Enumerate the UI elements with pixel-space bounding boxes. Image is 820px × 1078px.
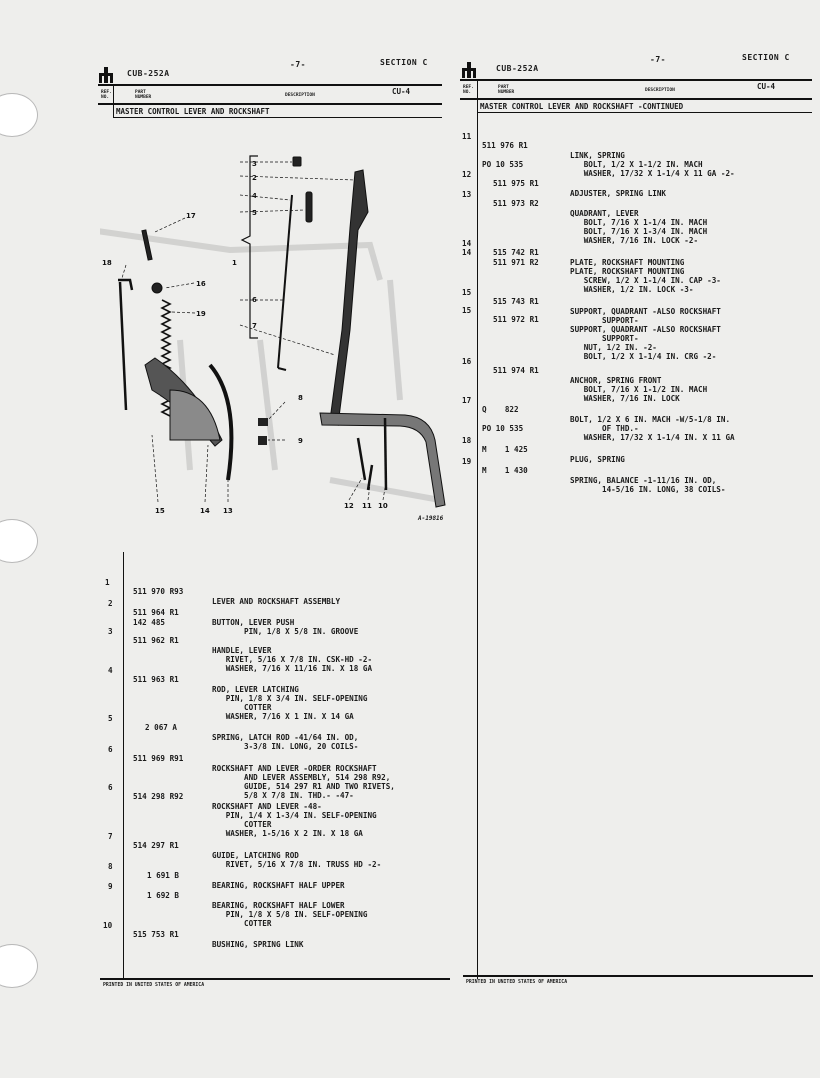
ref-number: 6 bbox=[108, 783, 113, 793]
part-number: 515 753 R1 bbox=[133, 930, 179, 940]
part-description: SUPPORT, QUADRANT -ALSO ROCKSHAFT SUPPORT- NUT, 1/2 IN. -2- BOLT, 1/2 X 1-1/4 IN. CRG -2- bbox=[570, 324, 721, 362]
part-number: 514 298 R92 bbox=[133, 792, 184, 802]
page-number: -7- bbox=[650, 55, 666, 64]
header-rule-bottom bbox=[460, 98, 812, 100]
part-number: Q 822 PO 10 535 bbox=[482, 405, 524, 433]
part-number: 511 963 R1 bbox=[133, 675, 179, 685]
part-description: BUSHING, SPRING LINK bbox=[212, 939, 304, 949]
part-description: HANDLE, LEVER RIVET, 5/16 X 7/8 IN. CSK-HD -2- WASHER, 7/16 X 11/16 IN. X 18 GA bbox=[212, 645, 373, 674]
part-number: 2 067 A bbox=[145, 723, 178, 733]
ref-number: 15 bbox=[462, 306, 472, 316]
callout-10: 10 bbox=[378, 502, 388, 510]
part-description: LINK, SPRING BOLT, 1/2 X 1-1/2 IN. MACH WASHER, 17/32 X 1-1/4 X 11 GA -2- bbox=[570, 150, 735, 179]
ref-number: 4 bbox=[108, 666, 113, 676]
part-description: ANCHOR, SPRING FRONT BOLT, 7/16 X 1-1/2 IN. MACH WASHER, 7/16 IN. LOCK bbox=[570, 375, 708, 404]
callout-9: 9 bbox=[298, 437, 303, 445]
callout-12: 12 bbox=[344, 502, 354, 510]
part-number: 511 970 R93 bbox=[133, 587, 184, 597]
ih-logo-icon bbox=[462, 62, 476, 78]
part-description: SUPPORT, QUADRANT -ALSO ROCKSHAFT SUPPORT- bbox=[570, 306, 721, 325]
part-number: 511 962 R1 bbox=[133, 636, 179, 646]
page-number: -7- bbox=[290, 60, 306, 69]
footer-rule bbox=[100, 978, 450, 980]
callout-7: 7 bbox=[252, 322, 257, 330]
part-number: 511 974 R1 bbox=[493, 366, 539, 376]
part-number: 511 973 R2 bbox=[493, 199, 539, 209]
part-description: BUTTON, LEVER PUSH PIN, 1/8 X 5/8 IN. GROOVE bbox=[212, 617, 359, 636]
part-number: M 1 425 bbox=[482, 445, 528, 455]
part-number: 511 976 R1 PO 10 535 bbox=[482, 141, 528, 169]
callout-2: 2 bbox=[252, 174, 257, 182]
col-part-header: PART NUMBER bbox=[135, 90, 152, 100]
rockshaft bbox=[320, 413, 445, 507]
part-number: M 1 430 bbox=[482, 466, 528, 476]
callout-13: 13 bbox=[223, 507, 233, 515]
callout-18: 18 bbox=[102, 259, 112, 267]
callout-3: 3 bbox=[252, 160, 257, 168]
ref-number: 18 bbox=[462, 436, 472, 446]
part-number: 515 743 R1 bbox=[493, 297, 539, 307]
ref-number: 9 bbox=[108, 882, 113, 892]
col-desc-header: DESCRIPTION bbox=[285, 93, 315, 98]
section-label: SECTION C bbox=[742, 53, 790, 62]
latch-rod bbox=[278, 195, 292, 370]
model-number: CUB-252A bbox=[496, 64, 539, 73]
part-description: BOLT, 1/2 X 6 IN. MACH -W/5-1/8 IN. OF THD.- WASHER, 17/32 X 1-1/4 IN. X 11 GA bbox=[570, 414, 735, 443]
part-number: 514 297 R1 bbox=[133, 841, 179, 851]
ref-number: 1 bbox=[105, 578, 110, 588]
ref-number: 13 bbox=[462, 190, 472, 200]
spring-bolt-18 bbox=[118, 280, 132, 410]
binder-hole-middle bbox=[0, 519, 38, 563]
section-label: SECTION C bbox=[380, 58, 428, 67]
part-description: SPRING, BALANCE -1-11/16 IN. OD, 14-5/16 IN. LONG, 38 COILS- bbox=[570, 475, 726, 494]
callout-6: 6 bbox=[252, 296, 257, 304]
part-description: ROCKSHAFT AND LEVER -48- PIN, 1/4 X 1-3/4 IN. SELF-OPENING COTTER WASHER, 1-5/16 X 2 IN. X 18 GA bbox=[212, 801, 377, 839]
part-number: 511 964 R1 142 485 bbox=[133, 608, 179, 627]
part-number: 515 742 R1 511 971 R2 bbox=[493, 248, 539, 267]
part-column-divider bbox=[123, 552, 124, 978]
ref-number: 17 bbox=[462, 396, 472, 406]
parts-illustration bbox=[100, 140, 450, 525]
part-description: ROCKSHAFT AND LEVER -ORDER ROCKSHAFT AND LEVER ASSEMBLY, 514 298 R92, GUIDE, 514 297 R1 AND TWO RIVETS, 5/8 X 7/8 IN. THD.- -47- bbox=[212, 763, 395, 801]
ref-number: 16 bbox=[462, 357, 472, 367]
part-description: BEARING, ROCKSHAFT HALF LOWER PIN, 1/8 X 5/8 IN. SELF-OPENING COTTER bbox=[212, 900, 368, 929]
ref-column-divider bbox=[477, 81, 478, 979]
title-rule bbox=[478, 112, 812, 113]
part-description: QUADRANT, LEVER BOLT, 7/16 X 1-1/4 IN. MACH BOLT, 7/16 X 1-3/4 IN. MACH WASHER, 7/16 IN. LOCK -2- bbox=[570, 208, 708, 246]
model-number: CUB-252A bbox=[127, 69, 170, 78]
part-description: LEVER AND ROCKSHAFT ASSEMBLY bbox=[212, 596, 341, 606]
ih-logo-icon bbox=[99, 67, 113, 83]
header-rule-top bbox=[460, 79, 812, 81]
printed-in-usa: PRINTED IN UNITED STATES OF AMERICA bbox=[103, 983, 205, 988]
ref-number: 12 bbox=[462, 170, 472, 180]
part-description: PLATE, ROCKSHAFT MOUNTING PLATE, ROCKSHAFT MOUNTING SCREW, 1/2 X 1-1/4 IN. CAP -3- WASHER, 1/2 IN. LOCK -3- bbox=[570, 257, 721, 295]
callout-17: 17 bbox=[186, 212, 196, 220]
ref-number: 14 14 bbox=[462, 239, 472, 258]
group-title: MASTER CONTROL LEVER AND ROCKSHAFT bbox=[116, 107, 270, 116]
ref-number: 3 bbox=[108, 627, 113, 637]
header-rule-top bbox=[98, 84, 442, 86]
callout-15: 15 bbox=[155, 507, 165, 515]
callout-19: 19 bbox=[196, 310, 206, 318]
ref-number: 5 bbox=[108, 714, 113, 724]
ref-column-divider bbox=[113, 86, 114, 118]
col-ref-header: REF. NO. bbox=[463, 85, 474, 95]
part-number: 1 692 B bbox=[147, 891, 180, 901]
part-number: 511 975 R1 bbox=[493, 179, 539, 189]
ref-number: 11 bbox=[462, 132, 472, 142]
col-part-header: PART NUMBER bbox=[498, 85, 515, 95]
header-rule-bottom bbox=[98, 103, 442, 105]
ref-number: 10 bbox=[103, 921, 113, 931]
part-description: ADJUSTER, SPRING LINK bbox=[570, 188, 667, 198]
callout-8: 8 bbox=[298, 394, 303, 402]
part-description: GUIDE, LATCHING ROD RIVET, 5/16 X 7/8 IN. TRUSS HD -2- bbox=[212, 850, 382, 869]
bearings bbox=[258, 418, 268, 445]
catalog-code: CU-4 bbox=[392, 87, 411, 96]
ref-number: 7 bbox=[108, 832, 113, 842]
ref-number: 8 bbox=[108, 862, 113, 872]
part-description: SPRING, LATCH ROD -41/64 IN. OD, 3-3/8 IN. LONG, 20 COILS- bbox=[212, 732, 359, 751]
ref-number: 19 bbox=[462, 457, 472, 467]
footer-rule bbox=[463, 975, 813, 977]
part-number: 1 691 B bbox=[147, 871, 180, 881]
part-description: ROD, LEVER LATCHING PIN, 1/8 X 3/4 IN. SELF-OPENING COTTER WASHER, 7/16 X 1 IN. X 14 GA bbox=[212, 684, 368, 722]
group-title: MASTER CONTROL LEVER AND ROCKSHAFT -CONTINUED bbox=[480, 102, 684, 111]
callout-14: 14 bbox=[200, 507, 210, 515]
col-ref-header: REF. NO. bbox=[101, 90, 112, 100]
spring-link-parts bbox=[358, 418, 386, 490]
part-number: 511 969 R91 bbox=[133, 754, 184, 764]
part-description: PLUG, SPRING bbox=[570, 454, 625, 464]
col-desc-header: DESCRIPTION bbox=[645, 88, 675, 93]
title-rule bbox=[113, 117, 442, 118]
ref-number: 15 bbox=[462, 288, 472, 298]
ref-number: 6 bbox=[108, 745, 113, 755]
callout-1: 1 bbox=[232, 259, 237, 267]
lever-handle bbox=[330, 170, 368, 425]
callout-5: 5 bbox=[252, 209, 257, 217]
callout-11: 11 bbox=[362, 502, 372, 510]
figure-id: A-19816 bbox=[418, 515, 444, 522]
printed-in-usa: PRINTED IN UNITED STATES OF AMERICA bbox=[466, 980, 568, 985]
catalog-code: CU-4 bbox=[757, 82, 776, 91]
callout-16: 16 bbox=[196, 280, 206, 288]
part-number: 511 972 R1 bbox=[493, 315, 539, 325]
ref-number: 2 bbox=[108, 599, 113, 609]
table-row bbox=[0, 912, 304, 958]
part-description: BEARING, ROCKSHAFT HALF UPPER bbox=[212, 880, 345, 890]
callout-4: 4 bbox=[252, 192, 257, 200]
